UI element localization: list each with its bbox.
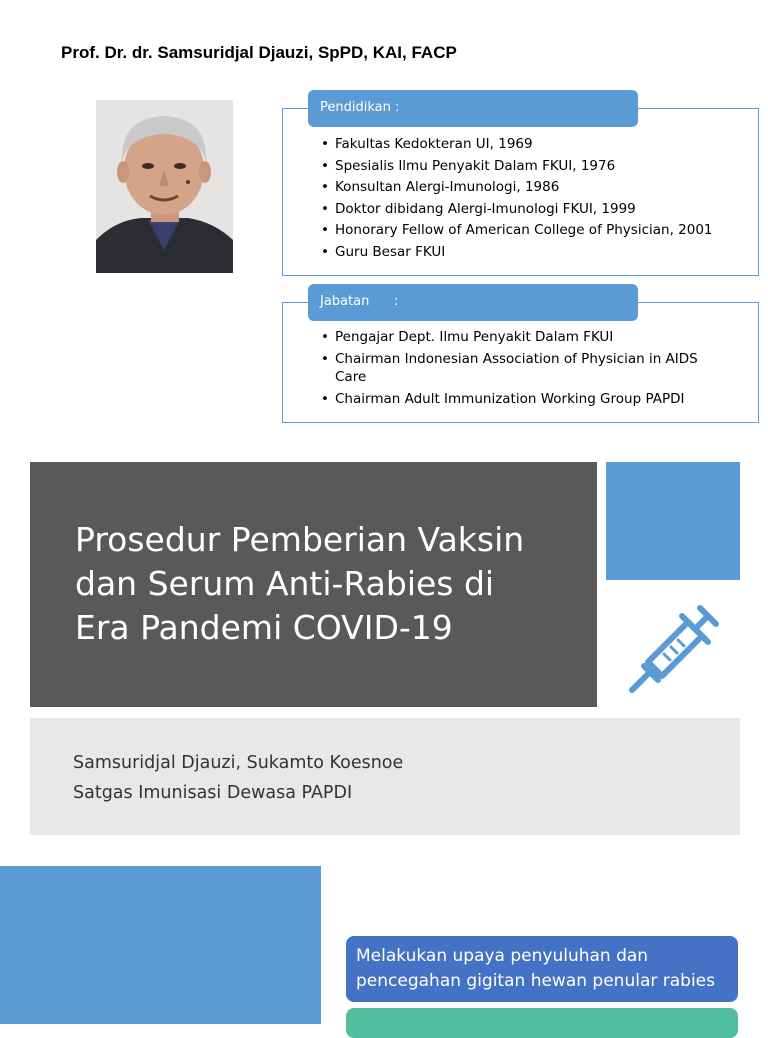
education-list (321, 134, 741, 263)
author-affiliation: Satgas Imunisasi Dewasa PAPDI (73, 783, 353, 803)
info-card (346, 936, 738, 1002)
syringe-icon (622, 600, 722, 700)
portrait-image (96, 100, 233, 273)
author-names: Samsuridjal Djauzi, Sukamto Koesnoe (73, 753, 404, 773)
slide-title-line: Era Pandemi COVID-19 (75, 608, 453, 647)
portrait-photo (96, 100, 233, 273)
list-item: • Konsultan Alergi-Imunologi, 1986 (321, 177, 741, 199)
list-item: • Honorary Fellow of American College of Physician, 2001 (321, 220, 741, 242)
accent-square (606, 462, 740, 580)
slide-title (75, 518, 575, 650)
profile-name-heading: Prof. Dr. dr. Samsuridjal Djauzi, SpPD, KAI, FACP (61, 43, 457, 62)
list-item: • Pengajar Dept. Ilmu Penyakit Dalam FKUI (321, 328, 721, 347)
accent-panel (0, 866, 321, 1024)
slide-title-line: Prosedur Pemberian Vaksin (75, 520, 525, 559)
positions-list (321, 328, 721, 411)
education-tab: Pendidikan : (308, 90, 638, 127)
list-item: • Chairman Indonesian Association of Physician in AIDS Care (321, 350, 721, 387)
info-card-line: pencegahan gigitan hewan penular rabies (356, 971, 716, 991)
positions-tab: Jabatan : (308, 284, 638, 321)
info-card-line: Melakukan upaya penyuluhan dan (356, 946, 649, 966)
list-item: • Fakultas Kedokteran UI, 1969 (321, 134, 741, 156)
slide-title-line: dan Serum Anti-Rabies di (75, 564, 495, 603)
list-item: • Guru Besar FKUI (321, 242, 741, 264)
list-item: • Doktor dibidang Alergi-Imunologi FKUI, 1999 (321, 199, 741, 221)
list-item: • Spesialis Ilmu Penyakit Dalam FKUI, 1976 (321, 156, 741, 178)
list-item: • Chairman Adult Immunization Working Group PAPDI (321, 390, 721, 409)
slide-authors (73, 748, 403, 808)
info-card (346, 1008, 738, 1038)
